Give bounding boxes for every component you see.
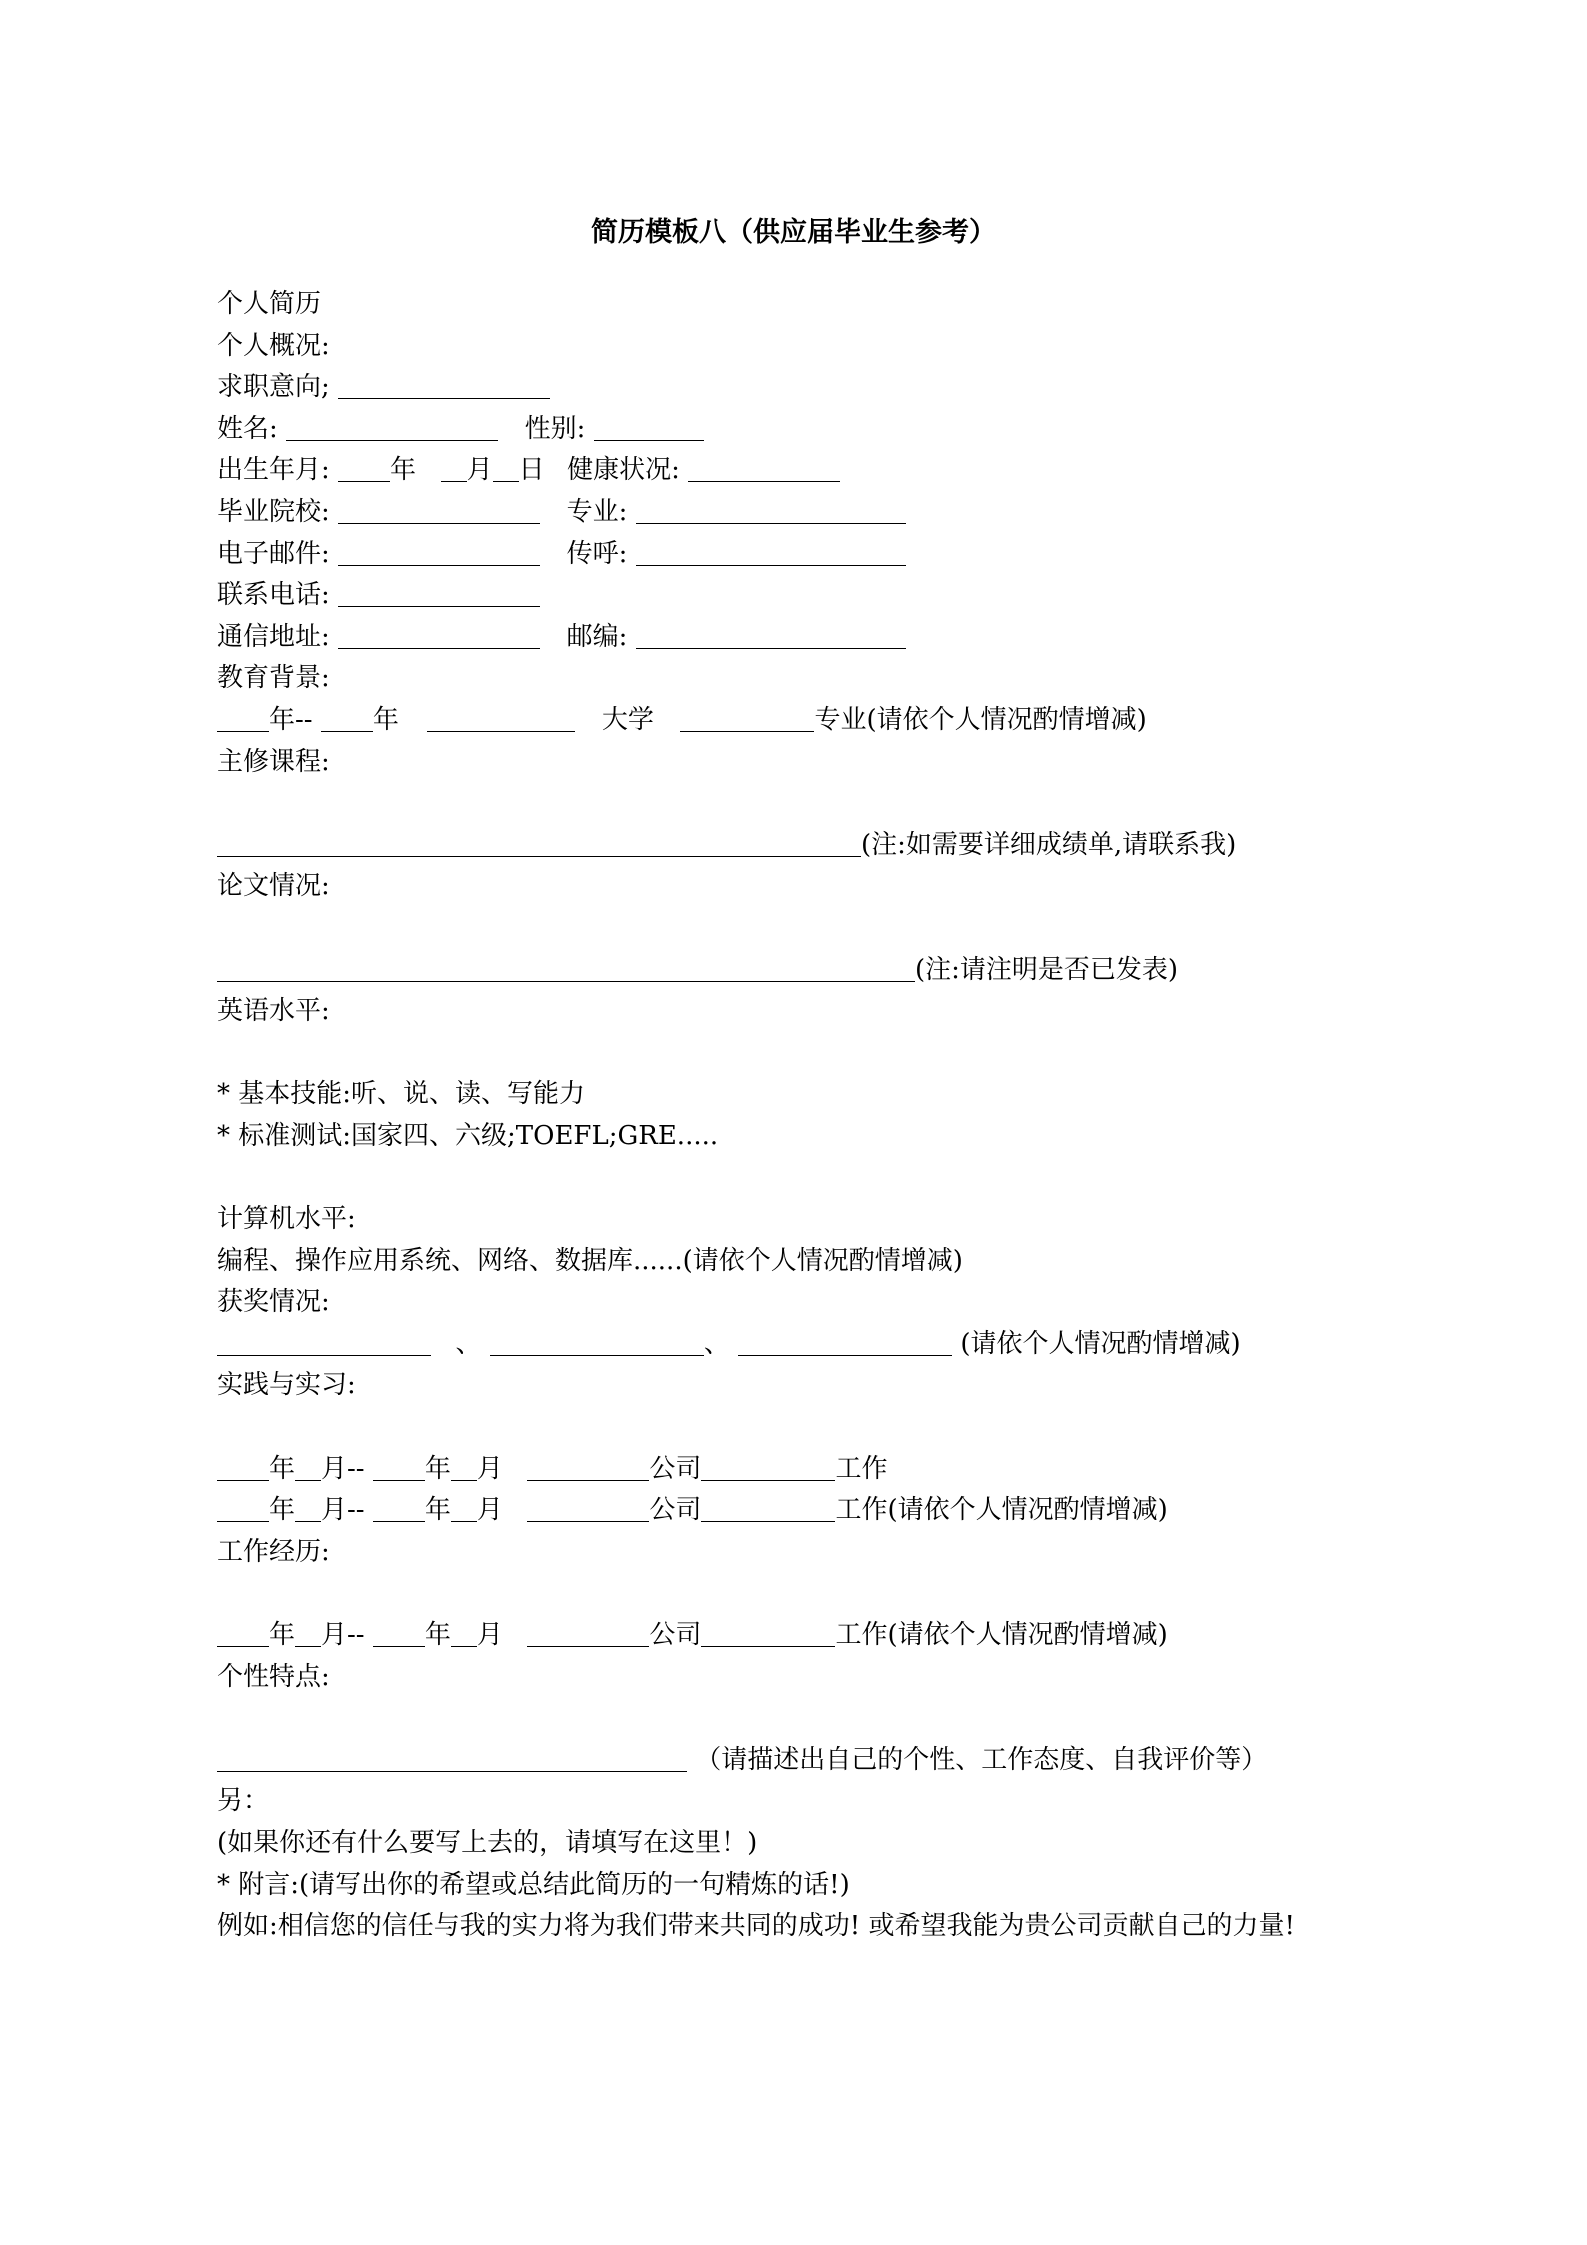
awards-heading: 获奖情况: xyxy=(217,1287,330,1318)
phone-field[interactable] xyxy=(338,580,540,607)
practice1-end-year-field[interactable] xyxy=(373,1454,425,1481)
edu-end-year-field[interactable] xyxy=(321,705,373,732)
health-field[interactable] xyxy=(688,455,840,482)
other-note-line: (如果你还有什么要写上去的，请填写在这里！) xyxy=(217,1827,758,1858)
address-field[interactable] xyxy=(338,622,540,649)
practice2-start-year-field[interactable] xyxy=(217,1495,269,1522)
edu-start-year-field[interactable] xyxy=(217,705,269,732)
practice-row-2: 年 月-- 年 月 公司 工作(请依个人情况酌情增减) xyxy=(217,1490,1367,1532)
education-row: 年-- 年 大学 专业(请依个人情况酌情增减) xyxy=(217,700,1367,742)
resume-content xyxy=(217,284,1367,1948)
experience-heading: 工作经历: xyxy=(217,1536,330,1567)
edu-major-field[interactable] xyxy=(680,705,814,732)
courses-row: (注:如需要详细成绩单,请联系我) xyxy=(217,825,1367,867)
major-field[interactable] xyxy=(636,497,906,524)
practice-row-1: 年 月-- 年 月 公司 工作 xyxy=(217,1449,1367,1491)
practice-heading: 实践与实习: xyxy=(217,1370,356,1401)
gender-field[interactable] xyxy=(594,414,704,441)
award-field-1[interactable] xyxy=(217,1329,431,1356)
courses-heading: 主修课程: xyxy=(217,746,330,777)
english-heading: 英语水平: xyxy=(217,996,330,1027)
computer-detail-line: 编程、操作应用系统、网络、数据库......(请依个人情况酌情增减) xyxy=(217,1245,963,1276)
exp-end-month-field[interactable] xyxy=(451,1620,477,1647)
personality-field[interactable] xyxy=(217,1745,687,1772)
edu-university-field[interactable] xyxy=(427,705,575,732)
postcode-field[interactable] xyxy=(636,622,906,649)
experience-row: 年 月-- 年 月 公司 工作(请依个人情况酌情增减) xyxy=(217,1615,1367,1657)
resume-heading: 个人简历 xyxy=(217,289,322,319)
personality-heading: 个性特点: xyxy=(217,1661,330,1692)
exp-start-month-field[interactable] xyxy=(295,1620,321,1647)
document-title: 简历模板八（供应届毕业生参考） xyxy=(591,217,996,248)
name-field[interactable] xyxy=(286,414,498,441)
award-field-3[interactable] xyxy=(738,1329,952,1356)
practice2-company-field[interactable] xyxy=(527,1495,649,1522)
practice1-end-month-field[interactable] xyxy=(451,1454,477,1481)
thesis-row: (注:请注明是否已发表) xyxy=(217,950,1367,992)
personality-row: （请描述出自己的个性、工作态度、自我评价等） xyxy=(217,1740,1367,1782)
birth-year-field[interactable] xyxy=(338,455,390,482)
school-field[interactable] xyxy=(338,497,540,524)
email-pager-row: 电子邮件: 传呼: xyxy=(217,534,1367,576)
phone-row: 联系电话: xyxy=(217,575,1367,617)
school-major-row: 毕业院校: 专业: xyxy=(217,492,1367,534)
skill-test-line: * 标准测试:国家四、六级;TOEFL;GRE..... xyxy=(217,1120,719,1151)
exp-end-year-field[interactable] xyxy=(373,1620,425,1647)
practice1-start-month-field[interactable] xyxy=(295,1454,321,1481)
practice2-work-field[interactable] xyxy=(701,1495,835,1522)
practice2-end-month-field[interactable] xyxy=(451,1495,477,1522)
skill-basic-line: * 基本技能:听、说、读、写能力 xyxy=(217,1079,586,1110)
education-heading: 教育背景: xyxy=(217,663,330,694)
exp-company-field[interactable] xyxy=(527,1620,649,1647)
courses-field[interactable] xyxy=(217,830,861,857)
practice1-start-year-field[interactable] xyxy=(217,1454,269,1481)
pager-field[interactable] xyxy=(636,539,906,566)
example-line: 例如:相信您的信任与我的实力将为我们带来共同的成功! 或希望我能为贵公司贡献自己的力量! xyxy=(217,1911,1295,1942)
thesis-heading: 论文情况: xyxy=(217,871,330,902)
practice2-end-year-field[interactable] xyxy=(373,1495,425,1522)
birth-month-field[interactable] xyxy=(441,455,467,482)
appendix-line: * 附言:(请写出你的希望或总结此简历的一句精炼的话!) xyxy=(217,1869,850,1900)
other-heading: 另： xyxy=(217,1786,270,1817)
birth-day-field[interactable] xyxy=(493,455,519,482)
thesis-field[interactable] xyxy=(217,955,915,982)
practice1-company-field[interactable] xyxy=(527,1454,649,1481)
practice1-work-field[interactable] xyxy=(701,1454,835,1481)
practice2-start-month-field[interactable] xyxy=(295,1495,321,1522)
exp-work-field[interactable] xyxy=(701,1620,835,1647)
computer-heading: 计算机水平: xyxy=(217,1204,356,1235)
birth-health-row: 出生年月: 年 月 日 健康状况: xyxy=(217,450,1367,492)
address-postcode-row: 通信地址: 邮编: xyxy=(217,617,1367,659)
exp-start-year-field[interactable] xyxy=(217,1620,269,1647)
award-field-2[interactable] xyxy=(490,1329,704,1356)
email-field[interactable] xyxy=(338,539,540,566)
job-intent-field[interactable] xyxy=(338,372,550,399)
name-gender-row: 姓名: 性别: xyxy=(217,409,1367,451)
job-intent-row: 求职意向; xyxy=(217,367,1367,409)
awards-row: 、 、 (请依个人情况酌情增减) xyxy=(217,1324,1367,1366)
overview-heading: 个人概况: xyxy=(217,330,330,361)
